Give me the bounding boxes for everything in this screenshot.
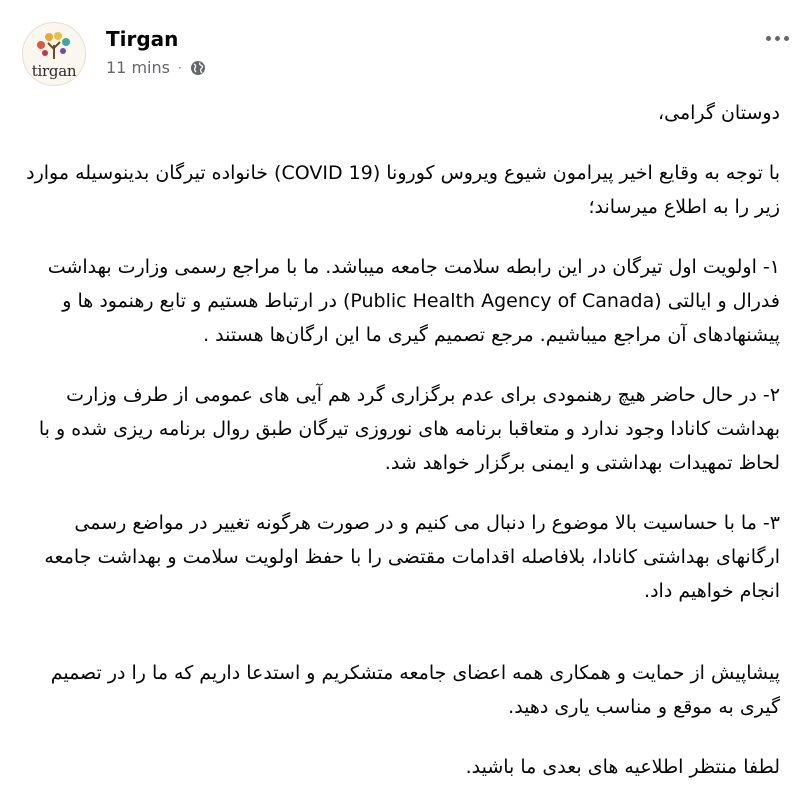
more-options-button[interactable] <box>762 26 792 50</box>
post-greeting: دوستان گرامی، <box>657 102 780 124</box>
more-icon-dot <box>775 36 780 41</box>
avatar-logo-text: tirgan <box>31 62 77 80</box>
post-paragraph: ۳- ما با حساسیت بالا موضوع را دنبال می کنیم و در صورت هرگونه تغییر در مواضع رسمی ارگانهای بهداشتی کانادا، بلافاصله اقدامات مقتضی را با حفظ اولویت سلامت و بهداشت جامعه انجام خواهیم داد. <box>44 512 780 602</box>
globe-icon[interactable] <box>190 60 206 76</box>
post-paragraph: با توجه به وقایع اخیر پیرامون شیوع ویروس کورونا (COVID 19) خانواده تیرگان بدینوسیله موارد زیر را به اطلاع میرساند؛ <box>26 162 780 218</box>
post-time[interactable]: 11 mins <box>106 58 170 77</box>
meta-separator: · <box>177 60 182 75</box>
post-closing: لطفا منتظر اطلاعیه های بعدی ما باشید. <box>465 756 780 778</box>
post-paragraph: ۱- اولویت اول تیرگان در این رابطه سلامت جامعه میباشد. ما با مراجع رسمی وزارت بهداشت فدرال و ایالتی (Public Health Agency of Canada) در ارتباط هستیم و تابع رهنمود ها و پیشنهادهای آن مراجع میباشیم. مرجع تصمیم گیری ما این ارگان‌ها هستند . <box>47 256 780 346</box>
post-body <box>0 96 800 810</box>
post-header <box>0 0 800 96</box>
post-meta <box>106 58 206 77</box>
post-paragraph: پیشاپیش از حمایت و همکاری همه اعضای جامعه متشکریم و استدعا داریم که ما را در تصمیم گیری به موقع و مناسب یاری دهید. <box>50 662 780 718</box>
post-paragraph: ۲- در حال حاضر هیچ رهنمودی برای عدم برگزاری گرد هم آیی های عمومی از طرف وزارت بهداشت کانادا وجود ندارد و متعاقبا برنامه های نوروزی تیرگان طبق روال برنامه ریزی شده و با لحاظ تمهیدات بهداشتی و ایمنی برگزار خواهد شد. <box>38 384 780 474</box>
more-icon-dot <box>784 36 789 41</box>
more-icon-dot <box>766 36 771 41</box>
avatar[interactable] <box>22 22 86 86</box>
author-name[interactable]: Tirgan <box>106 27 179 51</box>
